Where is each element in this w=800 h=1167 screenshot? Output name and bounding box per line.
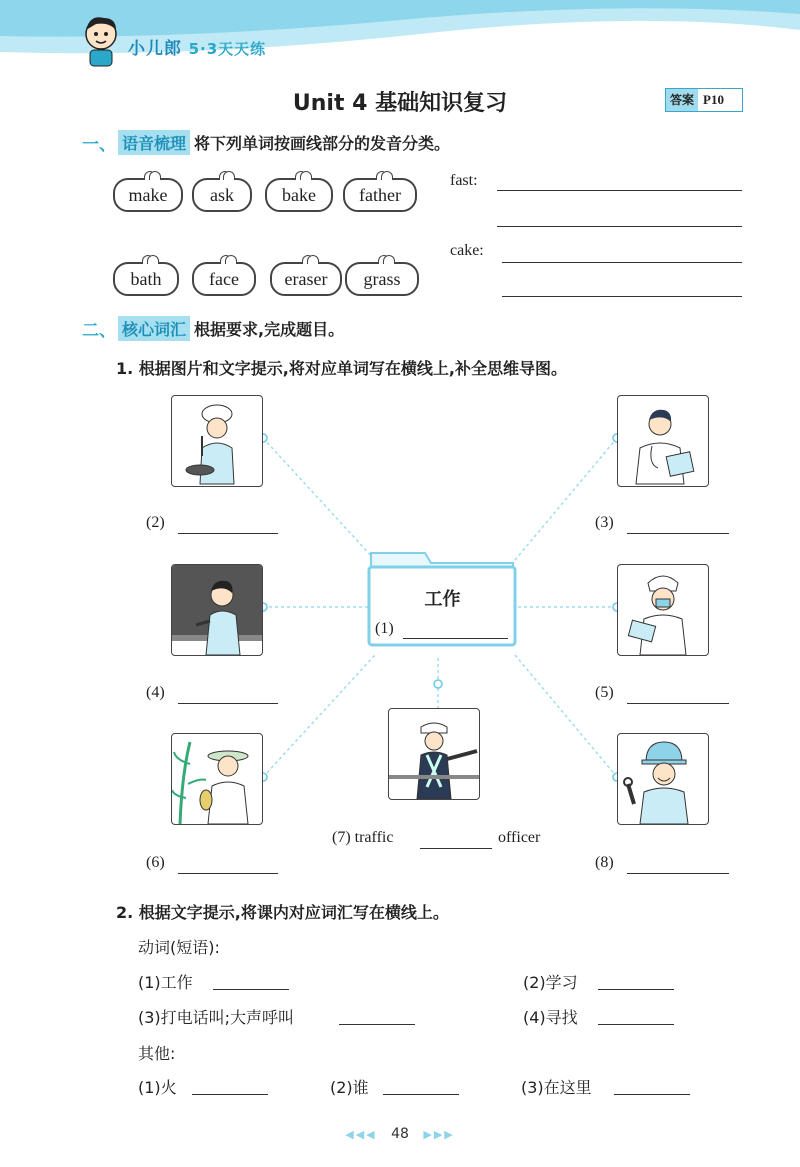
answer-tag-label: 答案 bbox=[666, 89, 698, 111]
word-bake: bake bbox=[265, 178, 333, 212]
section1-num: 一、 bbox=[82, 135, 116, 155]
blank-4-label: (4) bbox=[146, 684, 165, 701]
page-number-value: 48 bbox=[391, 1126, 409, 1142]
verb-3-label: (3)打电话叫;大声呼叫 bbox=[138, 1008, 295, 1027]
word-ask: ask bbox=[192, 178, 252, 212]
cake-answer-line-2[interactable] bbox=[502, 296, 742, 297]
teacher-icon bbox=[171, 564, 263, 656]
blank-7-suffix: officer bbox=[498, 829, 541, 846]
answer-tag bbox=[665, 88, 743, 112]
word-eraser: eraser bbox=[270, 262, 342, 296]
brand bbox=[128, 34, 266, 59]
page-number bbox=[0, 1126, 800, 1142]
blank-5-line[interactable] bbox=[627, 703, 729, 704]
word-make: make bbox=[113, 178, 183, 212]
blank-8-label: (8) bbox=[595, 854, 614, 871]
right-arrows-icon: ▶▶▶ bbox=[423, 1128, 455, 1141]
blank-6-label: (6) bbox=[146, 854, 165, 871]
verb-1-line[interactable] bbox=[213, 989, 289, 990]
verb-4-label: (4)寻找 bbox=[523, 1008, 578, 1027]
fast-answer-line-1[interactable] bbox=[497, 190, 742, 191]
word-face: face bbox=[192, 262, 256, 296]
section2-instruction: 根据要求,完成题目。 bbox=[194, 320, 345, 339]
farmer-icon bbox=[171, 733, 263, 825]
other-2-line[interactable] bbox=[383, 1094, 459, 1095]
other-2-label: (2)谁 bbox=[330, 1078, 369, 1097]
fast-answer-line-2[interactable] bbox=[497, 226, 742, 227]
verb-3-line[interactable] bbox=[339, 1024, 415, 1025]
verbs-heading: 动词(短语): bbox=[138, 938, 220, 957]
blank-3-line[interactable] bbox=[627, 533, 729, 534]
question-2: 2. 根据文字提示,将课内对应词汇写在横线上。 bbox=[116, 903, 449, 922]
blank-8-line[interactable] bbox=[627, 873, 729, 874]
blank-1-label: (1) bbox=[375, 620, 394, 637]
other-1-label: (1)火 bbox=[138, 1078, 177, 1097]
police-icon bbox=[388, 708, 480, 800]
word-grass: grass bbox=[345, 262, 419, 296]
word-bath: bath bbox=[113, 262, 179, 296]
cake-answer-line-1[interactable] bbox=[502, 262, 742, 263]
others-heading: 其他: bbox=[138, 1044, 176, 1063]
category-fast: fast: bbox=[450, 172, 478, 189]
verb-2-line[interactable] bbox=[598, 989, 674, 990]
blank-7-line[interactable] bbox=[420, 848, 492, 849]
section1-tag: 语音梳理 bbox=[118, 130, 190, 155]
section1-instruction: 将下列单词按画线部分的发音分类。 bbox=[194, 134, 451, 153]
doctor-icon bbox=[617, 395, 709, 487]
blank-6-line[interactable] bbox=[178, 873, 278, 874]
verb-2-label: (2)学习 bbox=[523, 973, 578, 992]
left-arrows-icon: ◀◀◀ bbox=[345, 1128, 377, 1141]
verb-4-line[interactable] bbox=[598, 1024, 674, 1025]
section2-tag: 核心词汇 bbox=[118, 316, 190, 341]
nurse-icon bbox=[617, 564, 709, 656]
blank-4-line[interactable] bbox=[178, 703, 278, 704]
blank-7-prefix: (7) traffic bbox=[332, 829, 394, 846]
question-1: 1. 根据图片和文字提示,将对应单词写在横线上,补全思维导图。 bbox=[116, 359, 567, 378]
center-title: 工作 bbox=[424, 589, 461, 610]
section1-heading bbox=[82, 130, 450, 155]
blank-2-line[interactable] bbox=[178, 533, 278, 534]
blank-2-label: (2) bbox=[146, 514, 165, 531]
brand-logo: 小儿郎 bbox=[128, 39, 182, 59]
blank-5-label: (5) bbox=[595, 684, 614, 701]
other-1-line[interactable] bbox=[192, 1094, 268, 1095]
verb-1-label: (1)工作 bbox=[138, 973, 193, 992]
blank-1-line[interactable] bbox=[403, 638, 508, 639]
blank-3-label: (3) bbox=[595, 514, 614, 531]
worker-icon bbox=[617, 733, 709, 825]
brand-series: 5·3天天练 bbox=[188, 40, 267, 58]
word-father: father bbox=[343, 178, 417, 212]
other-3-line[interactable] bbox=[614, 1094, 690, 1095]
answer-tag-page: P10 bbox=[703, 92, 724, 107]
other-3-label: (3)在这里 bbox=[521, 1078, 592, 1097]
page-title: Unit 4 基础知识复习 bbox=[292, 91, 508, 116]
section2-num: 二、 bbox=[82, 321, 116, 341]
mascot-icon bbox=[76, 12, 126, 68]
category-cake: cake: bbox=[450, 242, 484, 259]
section2-heading bbox=[82, 316, 344, 341]
chef-icon bbox=[171, 395, 263, 487]
